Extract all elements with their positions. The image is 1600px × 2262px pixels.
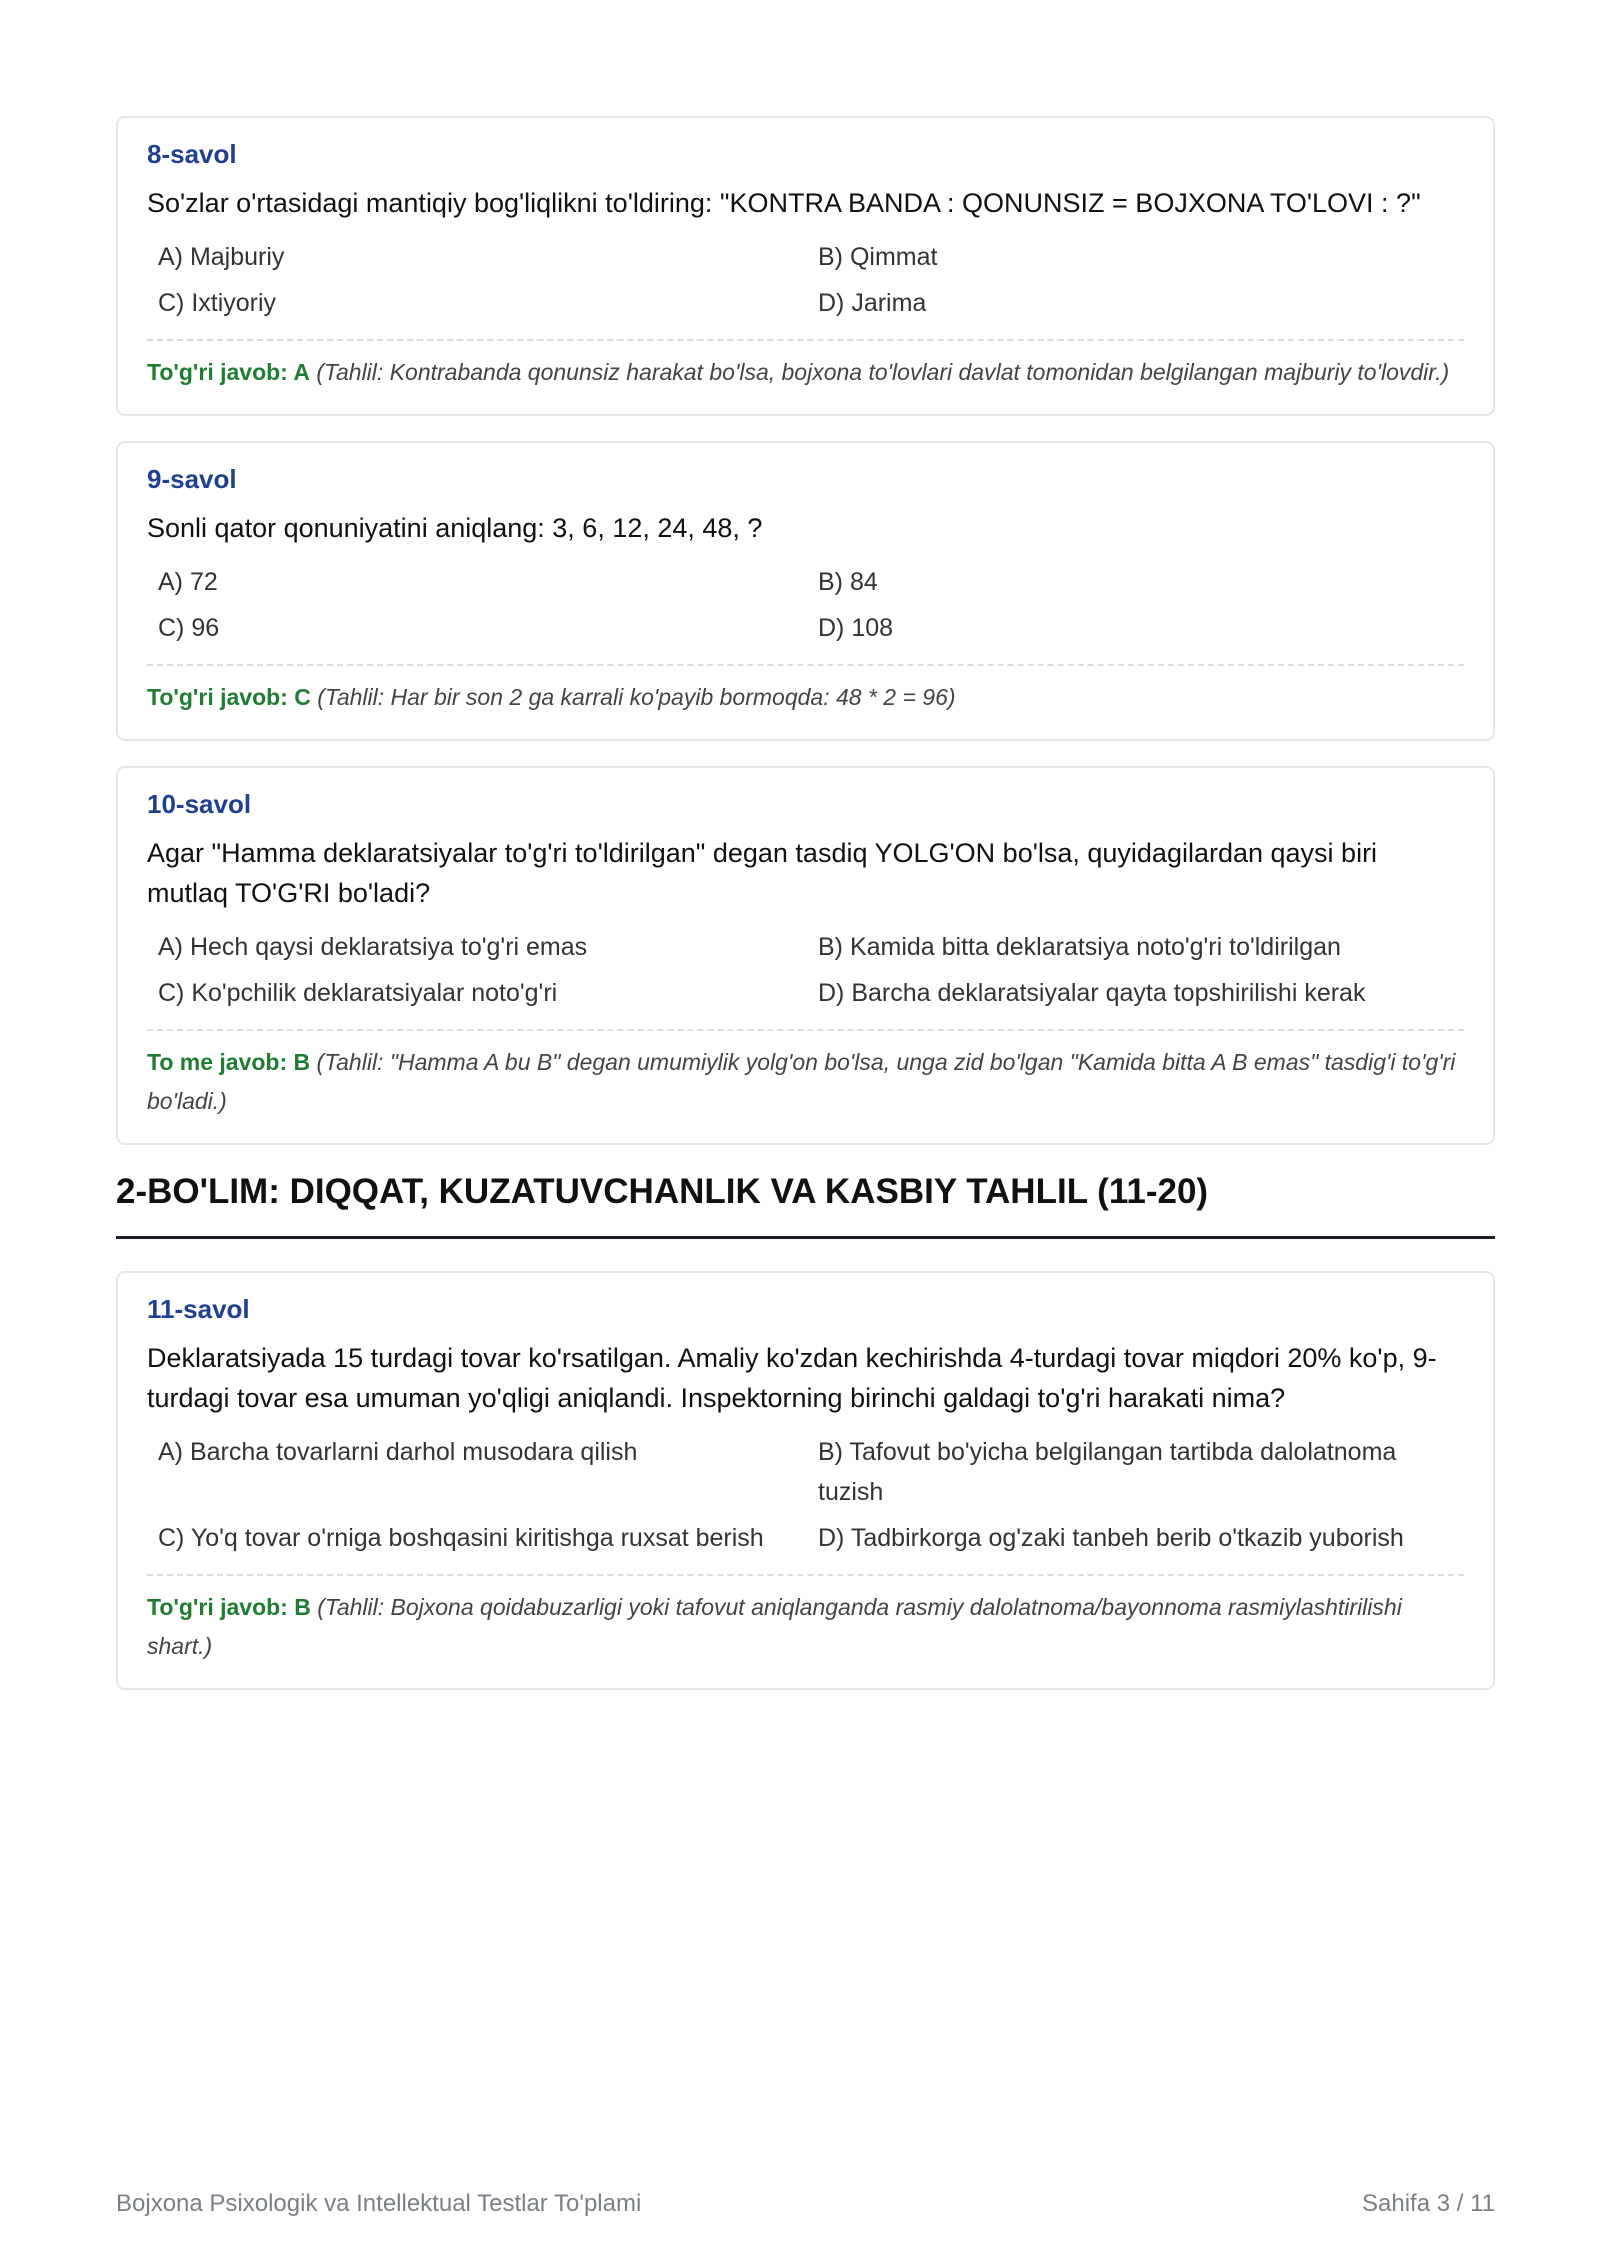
option-b: B) Tafovut bo'yicha belgilangan tartibda dalolatnoma tuzish (818, 1438, 1397, 1506)
option-d: D) Tadbirkorga og'zaki tanbeh berib o'tkazib yuborish (818, 1524, 1404, 1552)
option-c: C) Yo'q tovar o'rniga boshqasini kiritishga ruxsat berish (158, 1524, 764, 1552)
answer-block (147, 1588, 1464, 1666)
options-grid (147, 562, 1464, 648)
footer-title: Bojxona Psixologik va Intellektual Testlar To'plami (116, 2190, 642, 2217)
question-text: Agar "Hamma deklaratsiyalar to'g'ri to'ldirilgan" degan tasdiq YOLG'ON bo'lsa, quyidagilardan qaysi biri mutlaq TO'G'RI bo'ladi? (147, 838, 1378, 908)
option-a: A) Hech qaysi deklaratsiya to'g'ri emas (158, 933, 588, 961)
question-text: Sonli qator qonuniyatini aniqlang: 3, 6, 12, 24, 48, ? (147, 513, 763, 543)
answer-label: To me javob: B (147, 1049, 311, 1075)
page-number: Sahifa 3 / 11 (1362, 2190, 1495, 2217)
answer-block (147, 1043, 1464, 1121)
options-grid (147, 237, 1464, 323)
option-c: C) Ko'pchilik deklaratsiyalar noto'g'ri (158, 979, 558, 1007)
option-b: B) 84 (818, 568, 878, 596)
option-d: D) Jarima (818, 289, 927, 317)
answer-explanation: (Tahlil: Bojxona qoidabuzarligi yoki tafovut aniqlanganda rasmiy dalolatnoma/bayonnoma rasmiylashtirilishi shart.) (147, 1594, 1402, 1659)
question-number: 10-savol (147, 789, 252, 819)
question-text: Deklaratsiyada 15 turdagi tovar ko'rsatilgan. Amaliy ko'zdan kechirishda 4-turdagi tovar miqdori 20% ko'p, 9-turdagi tovar esa umuman yo'qligi aniqlandi. Inspektorning birinchi galdagi to'g'ri harakati nima? (147, 1343, 1437, 1413)
answer-explanation: (Tahlil: "Hamma A bu B" degan umumiylik yolg'on bo'lsa, unga zid bo'lgan "Kamida bitta A B emas" tasdig'i to'g'ri bo'ladi.) (147, 1049, 1456, 1114)
option-a: A) 72 (158, 568, 218, 596)
divider (147, 339, 1464, 341)
question-card-9 (116, 441, 1495, 741)
option-a: A) Barcha tovarlarni darhol musodara qilish (158, 1438, 638, 1466)
question-card-10 (116, 766, 1495, 1145)
option-c: C) 96 (158, 614, 220, 642)
question-card-8 (116, 116, 1495, 416)
divider (147, 1574, 1464, 1576)
answer-label: To'g'ri javob: B (147, 1594, 311, 1620)
question-number: 9-savol (147, 464, 237, 494)
question-number: 8-savol (147, 139, 237, 169)
divider (147, 664, 1464, 666)
answer-block (147, 353, 1464, 392)
divider (147, 1029, 1464, 1031)
option-d: D) 108 (818, 614, 894, 642)
options-grid (147, 1432, 1464, 1558)
option-c: C) Ixtiyoriy (158, 289, 277, 317)
option-b: B) Qimmat (818, 243, 938, 271)
option-a: A) Majburiy (158, 243, 285, 271)
page-footer (116, 2190, 1495, 2218)
answer-explanation: (Tahlil: Har bir son 2 ga karrali ko'payib bormoqda: 48 * 2 = 96) (317, 684, 956, 710)
section-heading: 2-BO'LIM: DIQQAT, KUZATUVCHANLIK VA KASBIY TAHLIL (11-20) (116, 1170, 1495, 1239)
question-text: So'zlar o'rtasidagi mantiqiy bog'liqlikni to'ldiring: "KONTRA BANDA : QONUNSIZ = BOJXONA TO'LOVI : ?" (147, 188, 1421, 218)
question-number: 11-savol (147, 1294, 250, 1324)
options-grid (147, 927, 1464, 1013)
option-b: B) Kamida bitta deklaratsiya noto'g'ri to'ldirilgan (818, 933, 1341, 961)
answer-explanation: (Tahlil: Kontrabanda qonunsiz harakat bo'lsa, bojxona to'lovlari davlat tomonidan belgilangan majburiy to'lovdir.) (316, 359, 1450, 385)
page-content (116, 116, 1495, 1715)
answer-block (147, 678, 1464, 717)
question-card-11 (116, 1271, 1495, 1690)
answer-label: To'g'ri javob: A (147, 359, 310, 385)
answer-label: To'g'ri javob: C (147, 684, 311, 710)
option-d: D) Barcha deklaratsiyalar qayta topshirilishi kerak (818, 979, 1366, 1007)
